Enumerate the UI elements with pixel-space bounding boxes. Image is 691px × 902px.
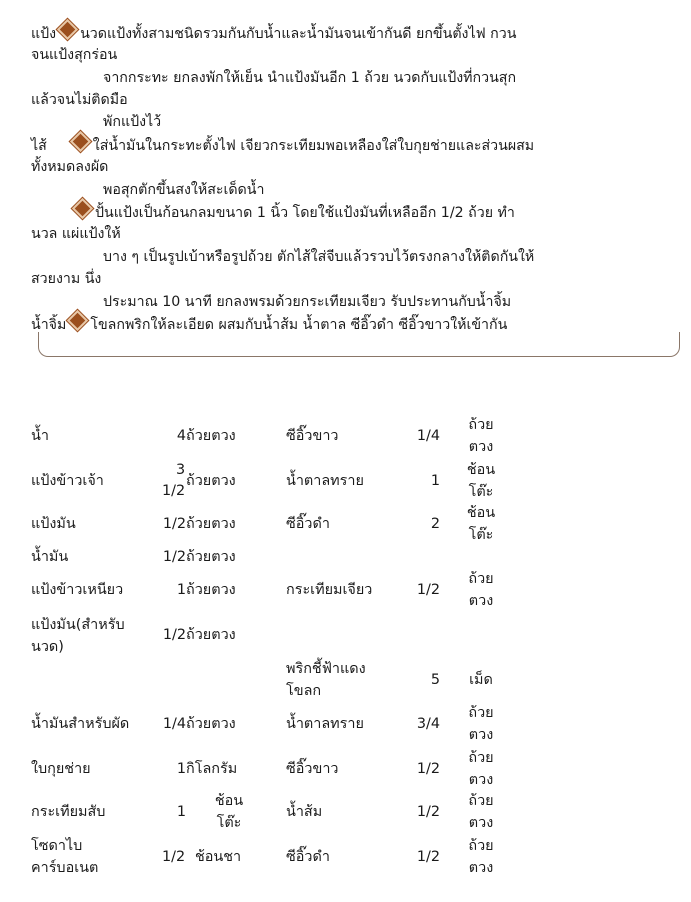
ingredient-name: ซีอิ๊วดำ	[286, 516, 330, 532]
ingredient-unit: ถ้วย	[468, 417, 494, 433]
instruction-line: พอสุกตักขึ้นสงให้สะเด็ดน้ำ	[103, 182, 265, 198]
ingredient-unit: ถ้วย	[468, 750, 494, 766]
ingredient-unit: ตวง	[468, 727, 494, 743]
ingredient-unit: ตวง	[468, 815, 494, 831]
ingredient-qty: 2	[430, 516, 440, 532]
ingredient-unit: ตวง	[468, 860, 494, 876]
ingredient-name: น้ำตาลทราย	[286, 473, 364, 489]
ingredient-unit: ช้อน	[466, 462, 496, 478]
instruction-line: สวยงาม นึ่ง	[31, 271, 102, 287]
ingredient-qty: 3/4	[416, 716, 440, 732]
ingredient-unit: ถ้วย	[468, 838, 494, 854]
ingredient-unit: ช้อนชา	[195, 849, 242, 865]
instruction-line: ทั้งหมดลงผัด	[31, 159, 109, 175]
instruction-line	[31, 134, 534, 157]
ingredient-unit: โต๊ะ	[468, 484, 494, 500]
ingredient-qty: 1/2	[162, 849, 186, 865]
ingredient-name: กระเทียมสับ	[31, 804, 106, 820]
ingredient-unit: ถ้วย	[468, 793, 494, 809]
instruction-line: ประมาณ 10 นาที ยกลงพรมด้วยกระเทียมเจียว รับประทานกับน้ำจิ้ม	[103, 294, 512, 310]
diamond-bullet-icon	[57, 19, 78, 40]
ingredient-qty: 3	[176, 462, 186, 478]
instruction-line	[71, 201, 515, 224]
ingredient-unit: ถ้วยตวง	[186, 473, 236, 489]
ingredient-name: น้ำมัน	[31, 549, 69, 565]
ingredient-qty: 1/2	[416, 849, 440, 865]
section-label-dough: แป้ง	[31, 26, 57, 42]
ingredient-name: น้ำตาลทราย	[286, 716, 364, 732]
diamond-bullet-icon	[72, 198, 93, 219]
ingredient-unit: ถ้วยตวง	[186, 549, 236, 565]
ingredient-unit: ช้อน	[214, 793, 244, 809]
ingredient-qty: 5	[430, 672, 440, 688]
ingredient-unit: ถ้วยตวง	[186, 627, 236, 643]
ingredient-qty: 1/4	[416, 428, 440, 444]
ingredient-name: ซีอิ๊วดำ	[286, 849, 330, 865]
instruction-line: นวล แผ่แป้งให้	[31, 226, 121, 242]
ingredient-qty: 1/2	[416, 804, 440, 820]
ingredient-unit: ถ้วย	[468, 571, 494, 587]
ingredient-qty: 1	[176, 582, 186, 598]
ingredient-qty: 1/2	[416, 582, 440, 598]
ingredient-unit: ช้อน	[466, 505, 496, 521]
instruction-line	[31, 22, 516, 45]
ingredient-name: พริกชี้ฟ้าแดง	[286, 661, 366, 677]
ingredient-qty: 1/2	[416, 761, 440, 777]
ingredient-name: แป้งข้าวเหนียว	[31, 582, 124, 598]
section-label-sauce: น้ำจิ้ม	[31, 317, 67, 333]
ingredient-name: คาร์บอเนต	[31, 860, 99, 876]
ingredient-unit: ถ้วยตวง	[186, 716, 236, 732]
ingredient-unit: ถ้วย	[468, 705, 494, 721]
ingredient-name: ใบกุยช่าย	[31, 761, 91, 777]
instruction-line: จนแป้งสุกร่อน	[31, 47, 118, 63]
instruction-text: โขลกพริกให้ละเอียด ผสมกับน้ำส้ม น้ำตาล ซีอิ๊วดำ ซีอิ๊วขาวให้เข้ากัน	[90, 317, 508, 333]
ingredient-qty: 4	[176, 428, 186, 444]
ingredient-qty: 1/2	[162, 549, 186, 565]
ingredient-name: โขลก	[286, 683, 322, 699]
ingredient-unit: เม็ด	[469, 672, 493, 688]
ingredient-qty: 1	[430, 473, 440, 489]
diamond-bullet-icon	[70, 131, 91, 152]
ingredient-unit: ตวง	[468, 772, 494, 788]
instruction-line: บาง ๆ เป็นรูปเบ้าหรือรูปถ้วย ตักไส้ใส่จีบแล้วรวบไว้ตรงกลางให้ติดกันให้	[103, 249, 535, 265]
ingredient-name: โซดาไบ	[31, 838, 83, 854]
ingredient-unit: ตวง	[468, 439, 494, 455]
ingredient-name: กระเทียมเจียว	[286, 582, 373, 598]
section-label-filling: ไส้	[31, 138, 47, 154]
ingredient-qty: 1/2	[162, 516, 186, 532]
ingredient-qty: 1/4	[162, 716, 186, 732]
ingredient-name: น้ำ	[31, 428, 49, 444]
ingredient-unit: ถ้วยตวง	[186, 582, 236, 598]
ingredient-name: แป้งข้าวเจ้า	[31, 473, 104, 489]
ingredient-unit: ถ้วยตวง	[186, 428, 236, 444]
ingredient-name: แป้งมัน	[31, 516, 76, 532]
decorative-bracket	[38, 332, 680, 357]
ingredient-qty: 1	[176, 761, 186, 777]
diamond-bullet-icon	[67, 310, 88, 331]
ingredient-unit: ตวง	[468, 593, 494, 609]
ingredient-qty: 1/2	[162, 483, 186, 499]
ingredient-name: ซีอิ๊วขาว	[286, 428, 339, 444]
ingredient-unit: ถ้วยตวง	[186, 516, 236, 532]
instruction-text: ปั้นแป้งเป็นก้อนกลมขนาด 1 นิ้ว โดยใช้แป้งมันที่เหลืออีก 1/2 ถ้วย ทำ	[95, 205, 515, 221]
instruction-line: พักแป้งไว้	[103, 114, 162, 130]
ingredient-unit: กิโลกรัม	[186, 761, 238, 777]
instruction-text: นวดแป้งทั้งสามชนิดรวมกันกับน้ำและน้ำมันจนเข้ากันดี ยกขึ้นตั้งไฟ กวน	[80, 26, 517, 42]
ingredient-unit: โต๊ะ	[468, 527, 494, 543]
instruction-line: จากกระทะ ยกลงพักให้เย็น นำแป้งมันอีก 1 ถ้วย นวดกับแป้งที่กวนสุก	[103, 70, 517, 86]
ingredient-unit: โต๊ะ	[216, 815, 242, 831]
ingredient-name: ซีอิ๊วขาว	[286, 761, 339, 777]
ingredient-name: น้ำส้ม	[286, 804, 323, 820]
ingredient-name: น้ำมันสำหรับผัด	[31, 716, 130, 732]
ingredient-qty: 1/2	[162, 627, 186, 643]
ingredient-name: นวด)	[31, 639, 64, 655]
ingredient-name: แป้งมัน(สำหรับ	[31, 617, 125, 633]
instruction-line: แล้วจนไม่ติดมือ	[31, 92, 128, 108]
instruction-text: ใส่น้ำมันในกระทะตั้งไฟ เจียวกระเทียมพอเหลืองใส่ใบกุยช่ายและส่วนผสม	[92, 138, 535, 154]
ingredient-qty: 1	[176, 804, 186, 820]
